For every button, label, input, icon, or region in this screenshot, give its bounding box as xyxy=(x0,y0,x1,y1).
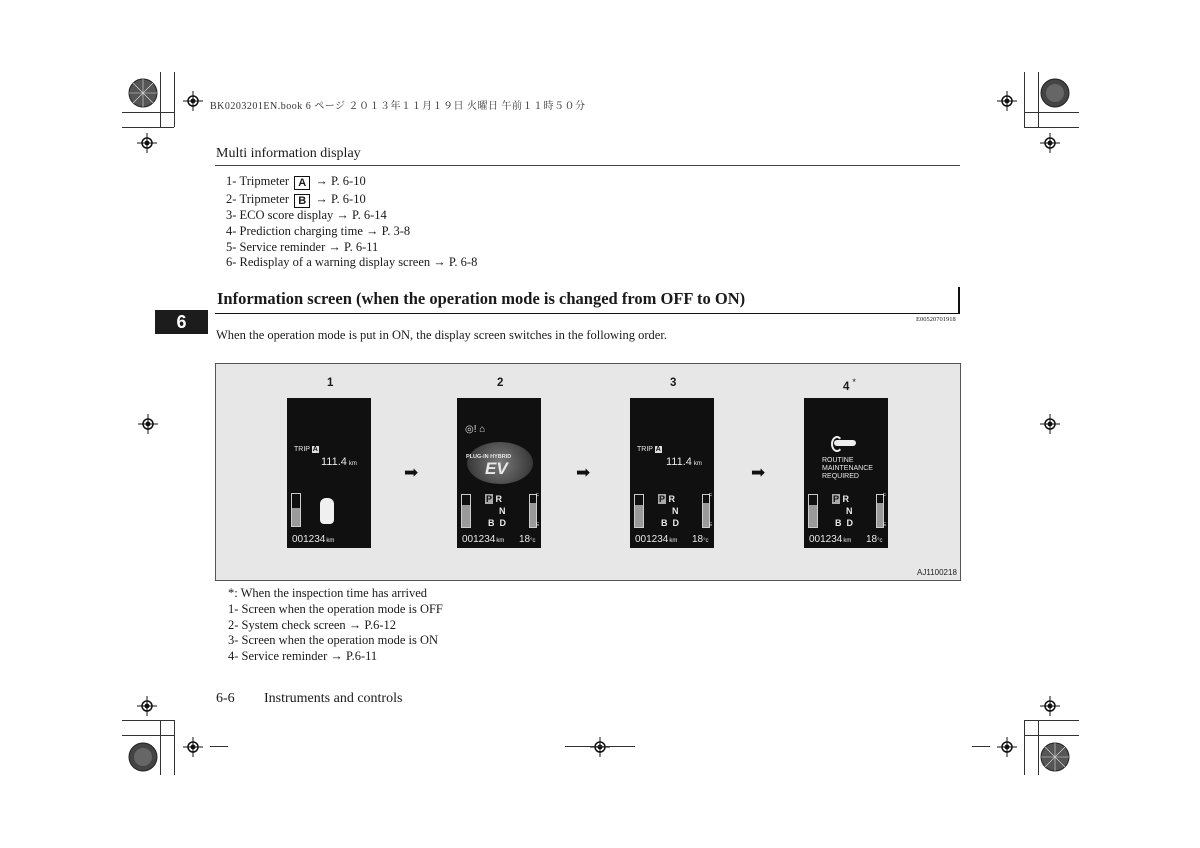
screen-label: 2 xyxy=(497,377,504,389)
figure-legend xyxy=(228,586,443,665)
list-item: 1- Tripmeter A → P. 6-10 xyxy=(226,174,366,189)
fuel-empty-label: E xyxy=(536,522,540,528)
section-rule-right xyxy=(958,287,960,314)
crop-seal-icon xyxy=(1040,78,1070,108)
crop-seal-icon xyxy=(128,78,158,108)
arrow-right-icon: ➡ xyxy=(751,463,766,483)
crop-seal-icon xyxy=(128,742,158,772)
registration-mark-icon xyxy=(590,737,610,757)
registration-mark-icon xyxy=(183,91,203,111)
gear-bd: B D xyxy=(661,518,680,528)
logo-text: PLUG-IN HYBRID xyxy=(466,454,512,460)
section-title: Information screen (when the operation mode is changed from OFF to ON) xyxy=(217,289,746,308)
trip-distance: 111.4 km xyxy=(666,456,702,468)
arrow-right-icon: ➡ xyxy=(404,463,419,483)
section-rule xyxy=(215,313,960,314)
gear-n: N xyxy=(672,506,679,516)
chapter-tab: 6 xyxy=(155,310,208,334)
gear-indicator: P R xyxy=(659,494,676,504)
registration-mark-icon xyxy=(137,133,157,153)
meter-screen-on xyxy=(630,398,714,548)
registration-mark-icon xyxy=(1040,696,1060,716)
list-item: 2- Tripmeter B → P. 6-10 xyxy=(226,192,366,207)
battery-gauge-icon xyxy=(291,493,301,527)
battery-gauge-icon xyxy=(634,494,644,528)
registration-mark-icon xyxy=(183,737,203,757)
list-item: 4- Prediction charging time → P. 3-8 xyxy=(226,223,411,238)
display-sequence-figure xyxy=(215,363,961,581)
legend-item: 2- System check screen → P.6-12 xyxy=(228,617,397,632)
list-item: 3- ECO score display → P. 6-14 xyxy=(226,208,387,222)
legend-item: *: When the inspection time has arrived xyxy=(228,586,428,600)
trip-distance: 111.4 km xyxy=(321,456,357,468)
crop-seal-icon xyxy=(1040,742,1070,772)
gear-n: N xyxy=(499,506,506,516)
registration-mark-icon xyxy=(997,91,1017,111)
print-header-note: BK0203201EN.book 6 ページ ２０１３年１１月１９日 火曜日 午前１１時５０分 xyxy=(210,101,586,112)
fuel-empty-label: E xyxy=(883,522,887,528)
legend-item: 4- Service reminder → P.6-11 xyxy=(228,649,378,664)
screen-label: 1 xyxy=(327,377,334,389)
screen-label: 4 * xyxy=(843,377,856,393)
warning-lamps-icon: ◎! ⌂ xyxy=(465,424,486,435)
screen-label: 3 xyxy=(670,377,677,389)
outside-temperature: 18°c xyxy=(866,534,883,545)
list-item: 5- Service reminder → P. 6-11 xyxy=(226,239,379,254)
arrow-right-icon: ➡ xyxy=(576,463,591,483)
gear-bd: B D xyxy=(835,518,854,528)
running-head: Multi information display xyxy=(216,146,361,161)
battery-gauge-icon xyxy=(808,494,818,528)
meter-screen-service-reminder xyxy=(804,398,888,548)
registration-mark-icon xyxy=(137,696,157,716)
odometer: 001234km xyxy=(635,534,678,545)
outside-temperature: 18°c xyxy=(519,534,536,545)
fuel-full-label: F xyxy=(536,493,540,499)
intro-text: When the operation mode is put in ON, the display screen switches in the following order. xyxy=(216,328,667,342)
gear-indicator: P R xyxy=(486,494,503,504)
page-number: 6-6 xyxy=(216,691,235,706)
legend-item: 1- Screen when the operation mode is OFF xyxy=(228,601,443,616)
wrench-icon-head xyxy=(831,436,843,452)
outside-temperature: 18°c xyxy=(692,534,709,545)
meter-screen-off xyxy=(287,398,371,548)
maintenance-message: ROUTINE MAINTENANCE REQUIRED xyxy=(822,457,873,480)
trip-label: TRIP A xyxy=(294,446,318,453)
fuel-full-label: F xyxy=(709,493,713,499)
logo-ev: EV xyxy=(485,459,508,478)
registration-mark-icon xyxy=(138,414,158,434)
odometer: 001234km xyxy=(809,534,852,545)
list-item: 6- Redisplay of a warning display screen → P. 6-8 xyxy=(226,255,478,270)
meter-screen-system-check xyxy=(457,398,541,548)
header-rule xyxy=(215,165,960,166)
legend-item: 3- Screen when the operation mode is ON xyxy=(228,633,439,648)
gear-n: N xyxy=(846,506,853,516)
odometer: 001234km xyxy=(292,534,335,545)
section-code: E00520701918 xyxy=(916,316,956,323)
reference-list xyxy=(226,174,477,271)
registration-mark-icon xyxy=(997,737,1017,757)
trip-label: TRIP A xyxy=(637,446,661,453)
battery-gauge-icon xyxy=(461,494,471,528)
chapter-title: Instruments and controls xyxy=(264,691,403,706)
car-icon xyxy=(320,498,334,524)
gear-bd: B D xyxy=(488,518,507,528)
registration-mark-icon xyxy=(1040,133,1060,153)
gear-indicator: P R xyxy=(833,494,850,504)
fuel-full-label: F xyxy=(883,493,887,499)
fuel-empty-label: E xyxy=(709,522,713,528)
odometer: 001234km xyxy=(462,534,505,545)
registration-mark-icon xyxy=(1040,414,1060,434)
figure-code: AJ1100218 xyxy=(917,568,957,577)
